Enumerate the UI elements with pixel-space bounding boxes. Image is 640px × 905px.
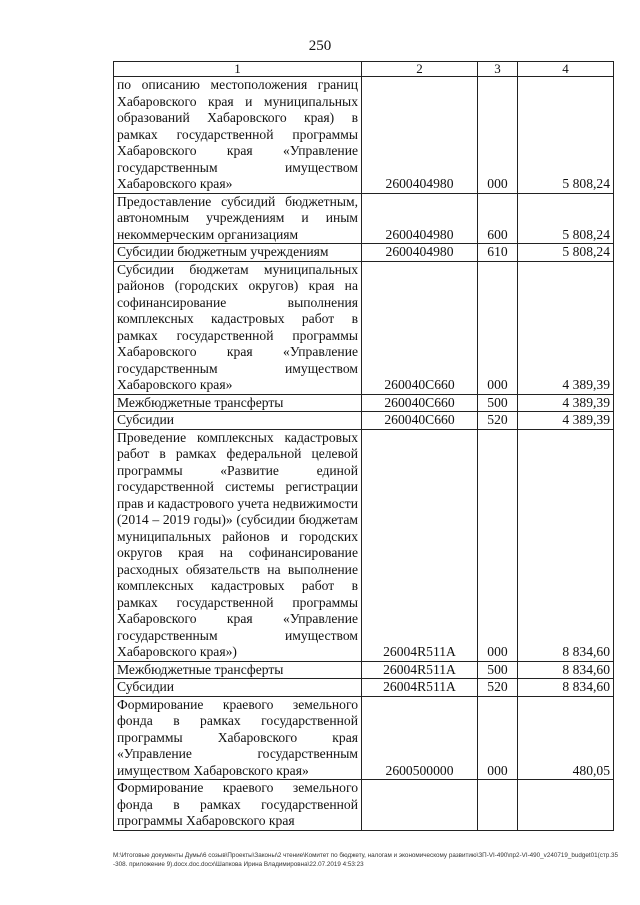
row-name-cell: Субсидии	[114, 412, 362, 430]
row-name-cell: Формирование краевого земельного фонда в рамках государственной программы Хабаровского края	[114, 780, 362, 831]
row-code-cell: 26004R511A	[362, 679, 478, 697]
row-sum-cell: 480,05	[518, 696, 614, 780]
header-col-1: 1	[114, 62, 362, 77]
table-header-row	[114, 62, 614, 77]
row-code-cell: 260040С660	[362, 412, 478, 430]
row-name-cell: по описанию местоположения границ Хабаровского края и муниципальных образований Хабаровского края) в рамках государственной программы Хабаровского края «Управление государственным имуществом Хабаровского края»	[114, 77, 362, 194]
row-code-cell: 2600500000	[362, 696, 478, 780]
row-type-cell: 500	[478, 661, 518, 679]
row-name-cell: Субсидии	[114, 679, 362, 697]
row-type-cell: 000	[478, 261, 518, 394]
row-name-cell: Межбюджетные трансферты	[114, 661, 362, 679]
row-sum-cell: 4 389,39	[518, 412, 614, 430]
row-code-cell: 260040С660	[362, 394, 478, 412]
row-type-cell: 000	[478, 429, 518, 661]
table-row	[114, 261, 614, 394]
row-sum-cell: 4 389,39	[518, 394, 614, 412]
row-type-cell: 520	[478, 679, 518, 697]
row-code-cell: 260040С660	[362, 261, 478, 394]
header-col-4: 4	[518, 62, 614, 77]
row-type-cell: 500	[478, 394, 518, 412]
table-row	[114, 661, 614, 679]
budget-table	[113, 61, 614, 831]
row-name-cell: Проведение комплексных кадастровых работ в рамках федеральной целевой программы «Развитие единой государственной системы регистрации прав и кадастрового учета недвижимости (2014 – 2019 годы)» (субсидии бюджетам муниципальных районов и городских округов края на софинансирование расходных обязательств на выполнение комплексных кадастровых работ в рамках государственной программы Хабаровского края «Управление государственным имуществом Хабаровского края»)	[114, 429, 362, 661]
row-type-cell: 000	[478, 77, 518, 194]
row-code-cell: 26004R511A	[362, 429, 478, 661]
row-sum-cell	[518, 780, 614, 831]
row-code-cell: 2600404980	[362, 77, 478, 194]
row-type-cell	[478, 780, 518, 831]
row-sum-cell: 5 808,24	[518, 77, 614, 194]
row-sum-cell: 8 834,60	[518, 661, 614, 679]
row-sum-cell: 4 389,39	[518, 261, 614, 394]
row-name-cell: Межбюджетные трансферты	[114, 394, 362, 412]
table-row	[114, 412, 614, 430]
row-name-cell: Субсидии бюджетным учреждениям	[114, 244, 362, 262]
table-row	[114, 696, 614, 780]
header-col-2: 2	[362, 62, 478, 77]
row-code-cell	[362, 780, 478, 831]
row-type-cell: 600	[478, 193, 518, 244]
row-name-cell: Предоставление субсидий бюджетным, автономным учреждениям и иным некоммерческим организациям	[114, 193, 362, 244]
row-code-cell: 2600404980	[362, 193, 478, 244]
header-col-3: 3	[478, 62, 518, 77]
table-row	[114, 679, 614, 697]
row-sum-cell: 5 808,24	[518, 193, 614, 244]
row-type-cell: 520	[478, 412, 518, 430]
table-row	[114, 77, 614, 194]
table-row	[114, 429, 614, 661]
row-sum-cell: 8 834,60	[518, 679, 614, 697]
table-row	[114, 193, 614, 244]
table-row	[114, 780, 614, 831]
table-row	[114, 244, 614, 262]
row-sum-cell: 8 834,60	[518, 429, 614, 661]
row-type-cell: 610	[478, 244, 518, 262]
page-number: 250	[308, 38, 332, 54]
row-sum-cell: 5 808,24	[518, 244, 614, 262]
table-row	[114, 394, 614, 412]
file-path-footer: M:\Итоговые документы Думы\6 созыв\Проекты\Законы\2 чтение\Комитет по бюджету, налогам и экономическому развитию\ЗП-VI-490\пр2-VI-490_v240719_budget01(стр.35-308. приложение 9).docx.doc.docx\Шапкова Ирина Владимировна\22.07.2019 4:53:23	[113, 852, 618, 868]
row-name-cell: Формирование краевого земельного фонда в рамках государственной программы Хабаровского края «Управление государственным имуществом Хабаровского края»	[114, 696, 362, 780]
row-name-cell: Субсидии бюджетам муниципальных районов (городских округов) края на софинансирование выполнения комплексных кадастровых работ в рамках государственной программы Хабаровского края «Управление государственным имуществом Хабаровского края»	[114, 261, 362, 394]
row-type-cell: 000	[478, 696, 518, 780]
row-code-cell: 2600404980	[362, 244, 478, 262]
row-code-cell: 26004R511A	[362, 661, 478, 679]
